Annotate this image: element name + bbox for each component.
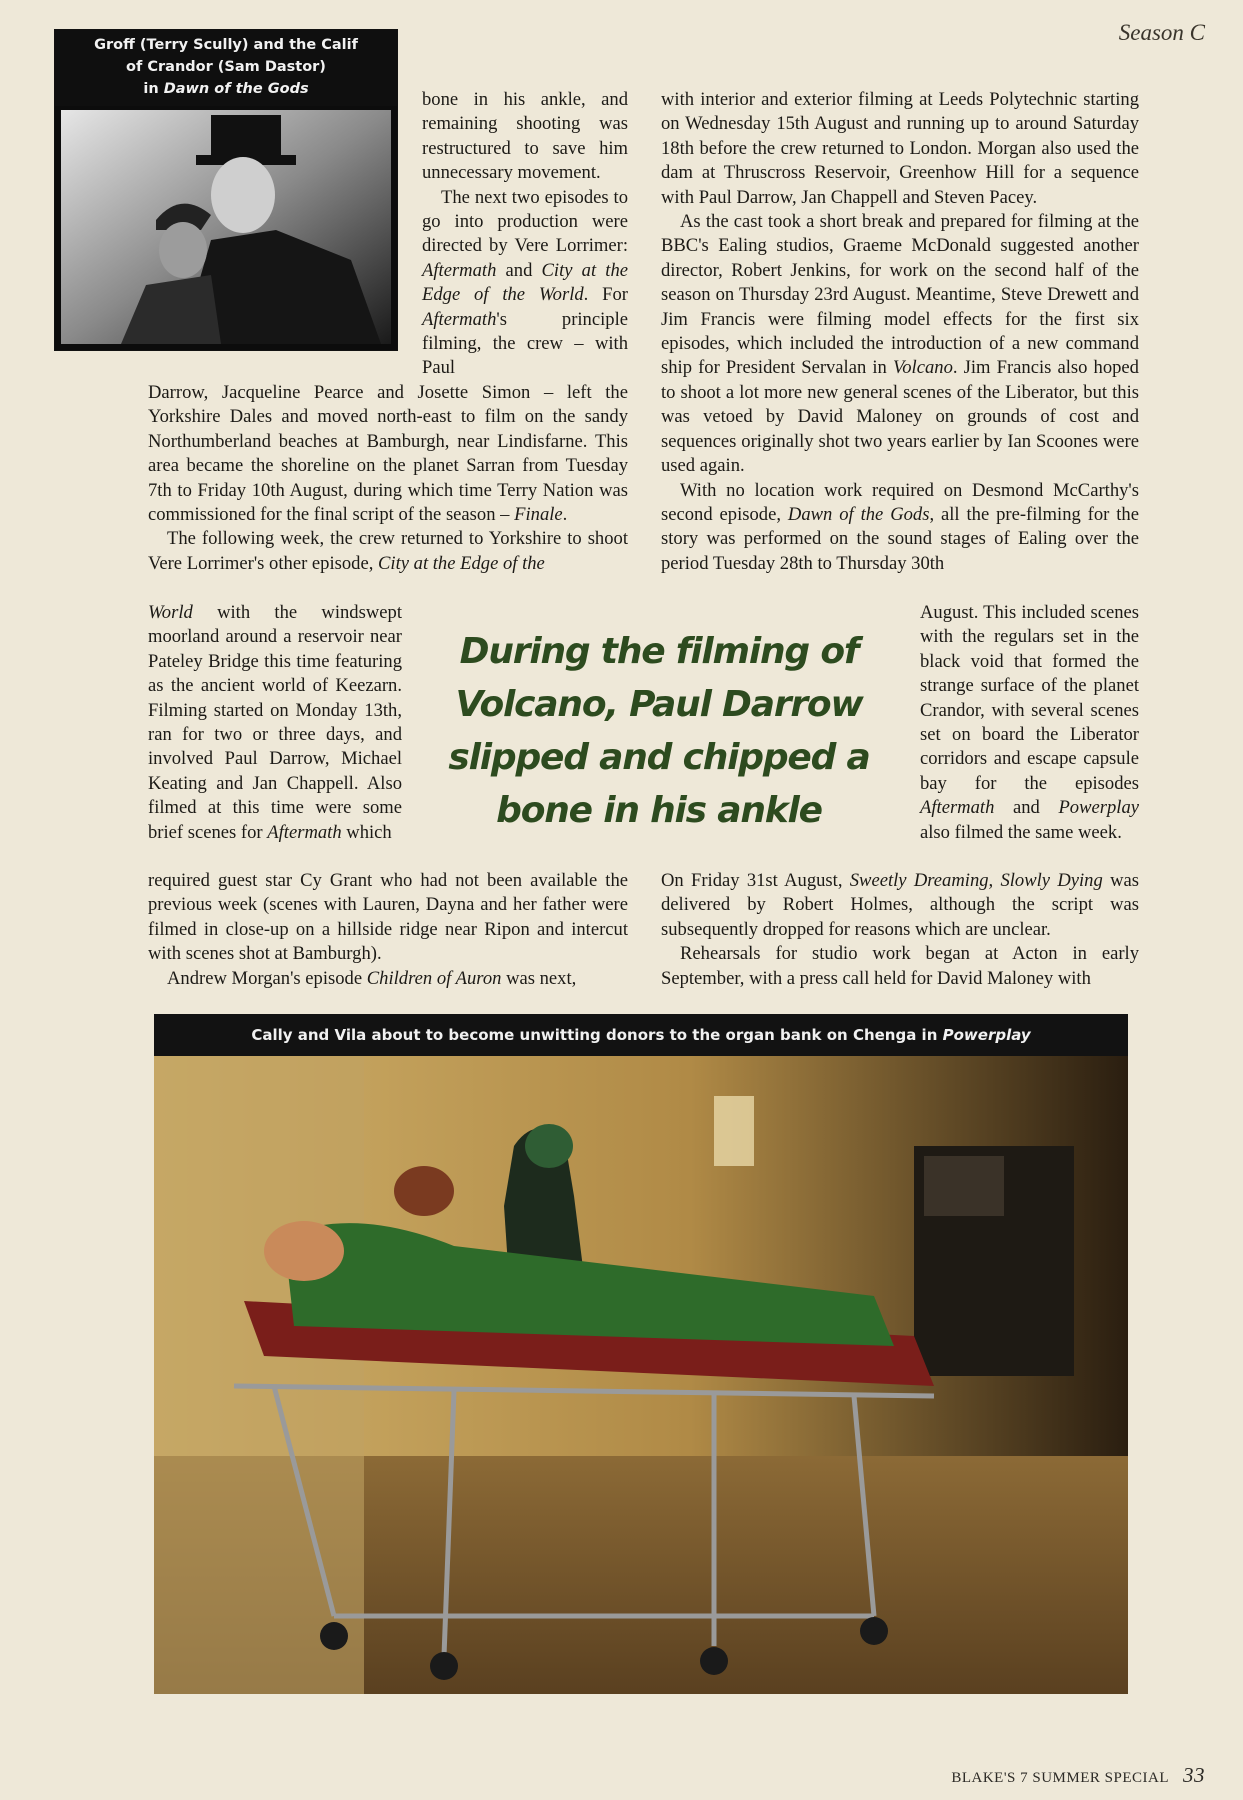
paragraph: World with the windswept moorland around a reservoir near Pateley Bridge this time featuring as the ancient world of Keezarn. Filming started on Monday 13th, ran for two or three days, and involved Paul Darrow, Michael Keating and Jan Chappell. Also filmed at this time were some brief scenes for Aftermath which: [148, 602, 402, 843]
paragraph: With no location work required on Desmond McCarthy's second episode, Dawn of the Gods, all the pre-filming for the story was performed on the sound stages of Ealing over the period Tuesday 28th to Thursday 30th: [661, 479, 1139, 574]
top-photo-caption: [55, 30, 397, 106]
caption-line: in Dawn of the Gods: [143, 81, 309, 97]
paragraph: Darrow, Jacqueline Pearce and Josette Simon – left the Yorkshire Dales and moved north-east to film on the sandy Northumberland beaches at Bamburgh, near Lindisfarne. This area became the shoreline on the planet Sarran from Tuesday 7th to Friday 10th August, during which time Terry Nation was commissioned for the final script of the season – Finale.: [148, 382, 628, 526]
pull-quote-line: During the filming of: [459, 631, 859, 672]
paragraph: August. This included scenes with the regulars set in the black void that formed the strange surface of the planet Crandor, with several scenes set on board the Liberator corridors and escape capsule bay for the episodes Aftermath and Powerplay also filmed the same week.: [920, 602, 1139, 843]
paragraph: As the cast took a short break and prepared for filming at the BBC's Ealing studios, Graeme McDonald suggested another director, Robert Jenkins, for work on the second half of the season on Thursday 23rd August. Meantime, Steve Drewett and Jim Francis were filming model effects for the first six episodes, which included the introduction of a new command ship for President Servalan in Volcano. Jim Francis also hoped to shoot a lot more new general scenes of the Liberator, but this was vetoed by David Maloney on grounds of cost and sequences originally shot two years earlier by Ian Scoones were used again.: [661, 211, 1139, 477]
page-number: 33: [1183, 1763, 1205, 1787]
paragraph: On Friday 31st August, Sweetly Dreaming, Slowly Dying was delivered by Robert Holmes, although the script was subsequently dropped for reasons which are unclear.: [661, 870, 1139, 940]
column-1-top: [422, 88, 628, 381]
pull-quote-line: bone in his ankle: [496, 790, 822, 831]
column-2-bottom: [661, 869, 1139, 991]
paragraph: The next two episodes to go into production were directed by Vere Lorrimer: Aftermath and City at the Edge of the World. For Aftermath's principle filming, the crew – with Paul: [422, 186, 628, 379]
column-2-narrow: [920, 601, 1139, 845]
column-2-top: [661, 88, 1139, 576]
paragraph: Andrew Morgan's episode Children of Auron was next,: [167, 967, 577, 989]
caption-line: of Crandor (Sam Dastor): [126, 59, 326, 75]
top-photo-image: [61, 110, 391, 344]
page-footer: [951, 1763, 1205, 1788]
pull-quote-line: Volcano, Paul Darrow: [455, 684, 863, 725]
caption-line: Groff (Terry Scully) and the Calif: [94, 37, 358, 53]
publication-name: BLAKE'S 7 SUMMER SPECIAL: [951, 1770, 1169, 1786]
pull-quote-line: slipped and chipped a: [448, 737, 870, 778]
paragraph: required guest star Cy Grant who had not been available the previous week (scenes with Lauren, Dayna and her father were filmed in close-up on a hillside ridge near Ripon and intercut with scenes shot at Bamburgh).: [148, 870, 628, 965]
paragraph: with interior and exterior filming at Leeds Polytechnic starting on Wednesday 15th August and running up to around Saturday 18th before the crew returned to London. Morgan also used the dam at Thruscross Reservoir, Greenhow Hill for a sequence with Paul Darrow, Jan Chappell and Steven Pacey.: [661, 89, 1139, 208]
top-photo-figure: [54, 29, 398, 351]
column-1-middle: [148, 381, 628, 576]
paragraph: bone in his ankle, and remaining shooting was restructured to save him unnecessary movement.: [422, 89, 628, 184]
column-1-bottom: [148, 869, 628, 991]
pull-quote: [438, 625, 880, 837]
bottom-photo-image: [154, 1056, 1128, 1694]
paragraph: The following week, the crew returned to Yorkshire to shoot Vere Lorrimer's other episode, City at the Edge of the: [148, 528, 628, 574]
bottom-photo-caption: Cally and Vila about to become unwitting donors to the organ bank on Chenga in Powerplay: [154, 1014, 1128, 1056]
bottom-photo-figure: [154, 1014, 1128, 1694]
paragraph: Rehearsals for studio work began at Acton in early September, with a press call held for David Maloney with: [661, 943, 1139, 989]
section-header: Season C: [1118, 20, 1205, 45]
column-1-narrow: [148, 601, 402, 845]
